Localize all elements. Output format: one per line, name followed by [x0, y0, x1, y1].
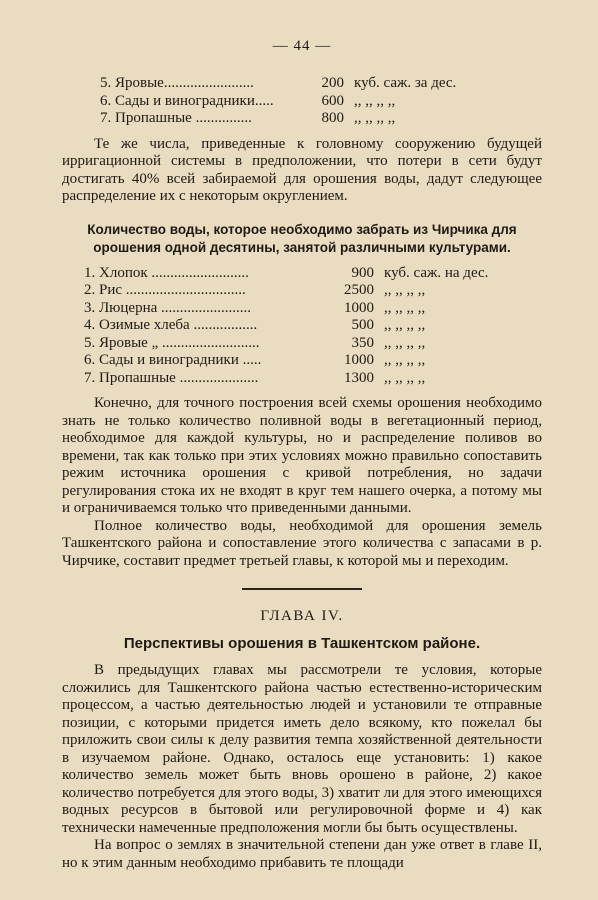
table-row — [62, 300, 542, 318]
unit-label: ,, ,, ,, ,, — [384, 299, 426, 316]
table-row — [62, 75, 542, 93]
water-table-intake — [62, 265, 542, 388]
unit-label: куб. саж. за дес. — [354, 75, 457, 91]
paragraph-intro: В предыдущих главах мы рассмотрели те условия, которые сложились для Ташкентского района частью естественно-историческим процессом, а частью деятельностью людей и установили те отправные позиции, с которыми придется иметь дело всякому, кто пожелал бы приложить свои силы к делу развития темпа хозяйственной деятельности в изучаемом районе. Однако, осталось еще установить: 1) какое количество земель может быть вновь орошено в районе, 2) какое количество потребуется для этого воды, 3) хватит ли для этого имеющихся водных ресурсов в бытовой или регулировочной форме и 4) как технически намеченные предположения могли бы быть осуществлены. — [62, 662, 542, 836]
water-table-head — [62, 75, 542, 128]
crop-name: 5. Яровые „ .......................... — [84, 334, 260, 351]
water-value: 200 — [321, 75, 344, 91]
water-value: 500 — [351, 317, 374, 333]
crop-name: 1. Хлопок .......................... — [84, 264, 249, 281]
water-value: 1000 — [344, 299, 374, 316]
unit-label: ,, ,, ,, ,, — [384, 369, 426, 386]
table-row — [62, 110, 542, 128]
crop-name: 6. Сады и виноградники..... — [100, 92, 274, 109]
crop-name: 6. Сады и виноградники ..... — [84, 352, 262, 368]
paragraph-schedule: Конечно, для точного построения всей схемы орошения необходимо знать не только количество поливной воды в вегетационный период, необходимое для каждой культуры, но и распределение поливов во времени, так как только при этих условиях можно правильно сопоставить режим источника орошения с кривой потребления, но задачи регулирования стока их не входят в круг тем нашего очерка, а потому мы и ограничиваемся только что приведенными данными. — [62, 395, 542, 516]
water-value: 800 — [321, 110, 344, 126]
table-row — [62, 352, 542, 370]
crop-name: 3. Люцерна ........................ — [84, 299, 251, 316]
water-value: 1000 — [344, 352, 374, 368]
water-value: 900 — [351, 264, 374, 281]
unit-label: ,, ,, ,, ,, — [384, 282, 426, 298]
paragraph-next-chapter: Полное количество воды, необходимой для орошения земель Ташкентского района и сопоставление этого количества с запасами в р. Чирчике, составит предмет третьей главы, к которой мы и переходим. — [62, 517, 542, 569]
paragraph-losses: Те же числа, приведенные к головному сооружению будущей ирригационной системы в предположении, что потери в сети будут достигать 40% всей забираемой для орошения воды, дадут следующее распределение их с некоторым округлением. — [62, 135, 542, 204]
crop-name: 7. Пропашные ..................... — [84, 369, 259, 386]
unit-label: ,, ,, ,, ,, — [354, 92, 396, 109]
unit-label: куб. саж. на дес. — [384, 264, 489, 281]
unit-label: ,, ,, ,, ,, — [384, 334, 426, 351]
unit-label: ,, ,, ,, ,, — [384, 352, 426, 368]
table-row — [62, 370, 542, 388]
table-row — [62, 335, 542, 353]
water-value: 600 — [321, 92, 344, 109]
water-value: 1300 — [344, 369, 374, 386]
table-heading: Количество воды, которое необходимо забрать из Чирчика для орошения одной десятины, занятой различными культурами. — [87, 221, 517, 255]
chapter-number: ГЛАВА IV. — [260, 608, 344, 624]
crop-name: 7. Пропашные ............... — [100, 110, 252, 126]
crop-name: 2. Рис ................................ — [84, 282, 246, 298]
unit-label: ,, ,, ,, ,, — [354, 110, 396, 126]
section-divider — [242, 588, 362, 590]
table-row — [62, 282, 542, 300]
crop-name: 4. Озимые хлеба ................. — [84, 317, 258, 333]
page-number: — 44 — — [272, 38, 332, 54]
chapter-title: Перспективы орошения в Ташкентском районе. — [123, 635, 481, 652]
water-value: 350 — [351, 334, 374, 351]
table-row — [62, 93, 542, 111]
table-row — [62, 265, 542, 283]
crop-name: 5. Яровые........................ — [100, 75, 254, 91]
table-row — [62, 317, 542, 335]
water-value: 2500 — [344, 282, 374, 298]
unit-label: ,, ,, ,, ,, — [384, 317, 426, 333]
paragraph-lands: На вопрос о землях в значительной степени дан уже ответ в главе II, но к этим данным необходимо прибавить те площади — [62, 837, 542, 871]
